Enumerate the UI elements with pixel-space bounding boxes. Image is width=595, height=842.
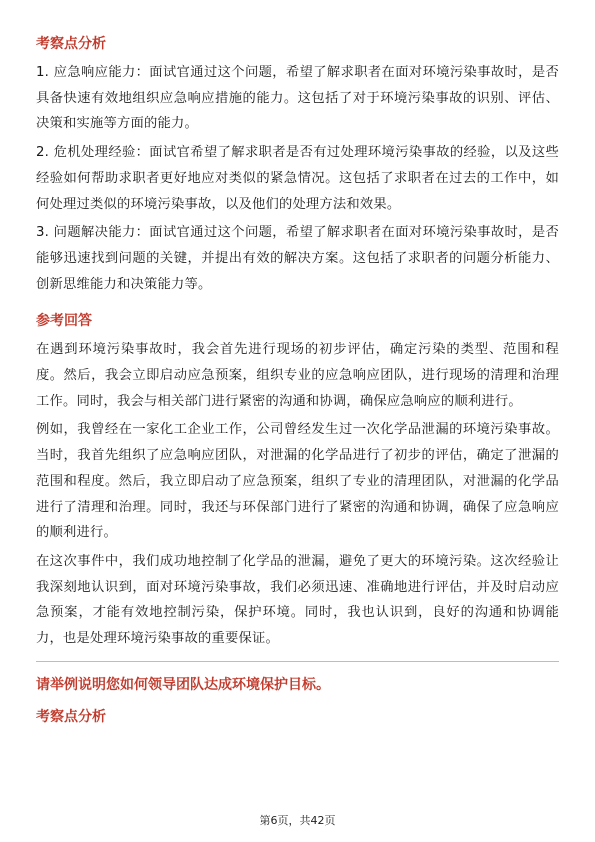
- answer-paragraph-3: 在这次事件中，我们成功地控制了化学品的泄漏，避免了更大的环境污染。这次经验让我深刻地认识到，面对环境污染事故，我们必须迅速、准确地进行评估，并及时启动应急预案，才能有效地控制污染，保护环境。同时，我也认识到，良好的沟通和协调能力，也是处理环境污染事故的重要保证。: [36, 553, 559, 647]
- analysis-item-2: 2. 危机处理经验：面试官希望了解求职者是否有过处理环境污染事故的经验，以及这些经验如何帮助求职者更好地应对类似的紧急情况。这包括了求职者在过去的工作中，如何处理过类似的环境污染事故，以及他们的处理方法和效果。: [36, 145, 559, 212]
- section-heading-analysis-next: 考察点分析: [36, 708, 106, 725]
- section-divider: [36, 661, 559, 662]
- interview-question: 请举例说明您如何领导团队达成环境保护目标。: [36, 676, 330, 693]
- analysis-item-3: 3. 问题解决能力：面试官通过这个问题，希望了解求职者在面对环境污染事故时，是否能够迅速找到问题的关键，并提出有效的解决方案。这包括了求职者的问题分析能力、创新思维能力和决策能力等。: [36, 225, 559, 292]
- page-number: 第6页，共42页: [259, 814, 336, 827]
- answer-paragraph-2: 例如，我曾经在一家化工企业工作，公司曾经发生过一次化学品泄漏的环境污染事故。当时，我首先组织了应急响应团队，对泄漏的化学品进行了初步的评估，确定了泄漏的范围和程度。然后，我立即启动了应急预案，组织了专业的清理团队，对泄漏的化学品进行了清理和治理。同时，我还与环保部门进行了紧密的沟通和协调，确保了应急响应的顺利进行。: [36, 422, 559, 541]
- section-heading-reference-answer: 参考回答: [36, 313, 92, 330]
- document-page: [36, 34, 559, 733]
- answer-paragraph-1: 在遇到环境污染事故时，我会首先进行现场的初步评估，确定污染的类型、范围和程度。然后，我会立即启动应急预案，组织专业的应急响应团队，进行现场的清理和治理工作。同时，我会与相关部门进行紧密的沟通和协调，确保应急响应的顺利进行。: [36, 342, 559, 409]
- section-heading-analysis: 考察点分析: [36, 36, 106, 52]
- analysis-item-1: 1. 应急响应能力：面试官通过这个问题，希望了解求职者在面对环境污染事故时，是否具备快速有效地组织应急响应措施的能力。这包括了对于环境污染事故的识别、评估、决策和实施等方面的能力。: [36, 65, 559, 132]
